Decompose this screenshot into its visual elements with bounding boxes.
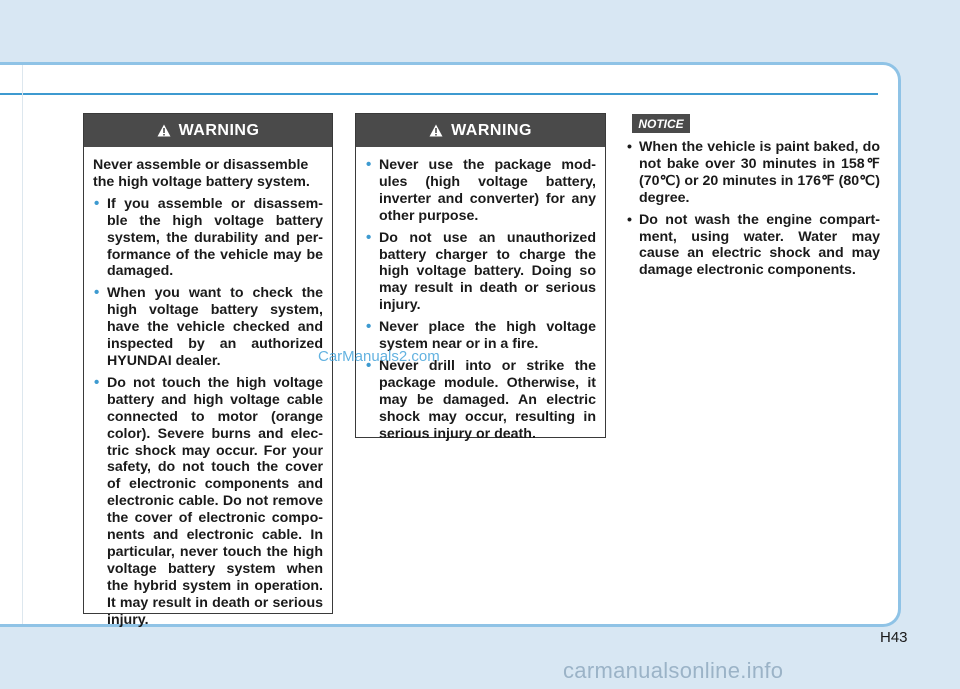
warning-list: [93, 196, 323, 629]
list-item: • Do not touch the high voltage battery and high voltage cable connected to motor (orange color). Severe burns and elec-tric shock may occur. For your safety, do not touch the cover of electronic components and electronic cable. Do not remove the cover of electronic compo-nents and electronic cable. In particular, never touch the high voltage battery system when the hybrid system in operation. It may result in death or serious injury.: [93, 375, 323, 629]
warning-header-label: WARNING: [178, 121, 260, 139]
list-item: • Never use the package mod-ules (high voltage battery, inverter and converter) for any other purpose.: [365, 157, 596, 225]
footer-watermark: carmanualsonline.info: [563, 658, 784, 683]
list-item: • If you assemble or disassem-ble the high voltage battery system, the durability and per-formance of the vehicle may be damaged.: [93, 196, 323, 281]
list-item: • When the vehicle is paint baked, do not bake over 30 minutes in 158℉ (70℃) or 20 minutes in 176℉ (80℃) degree.: [624, 139, 880, 207]
warning-header-label: WARNING: [451, 121, 532, 139]
page-number: H43: [880, 629, 908, 646]
warning-header: [84, 114, 332, 147]
warning-header: [356, 114, 605, 147]
warning-triangle-icon: [157, 124, 171, 137]
watermark: CarManuals2.com: [318, 348, 440, 365]
top-rule: [0, 93, 878, 95]
list-item: • Do not use an unauthorized battery charger to charge the high voltage battery. Doing so may result in death or serious injury.: [365, 230, 596, 315]
notice-list: [624, 139, 880, 279]
list-item: • Never place the high voltage system near or in a fire.: [365, 319, 596, 353]
list-item: • Never drill into or strike the package module. Otherwise, it may be damaged. An electric shock may occur, resulting in serious injury or death.: [365, 358, 596, 443]
warning-box-middle: [355, 113, 606, 442]
list-item: • Do not wash the engine compart-ment, using water. Water may cause an electric shock and may damage electronic components.: [624, 212, 880, 280]
warning-triangle-icon: [429, 124, 443, 137]
warning-body: [356, 147, 605, 443]
list-item: • When you want to check the high voltage battery system, have the vehicle checked and inspected by an authorized HYUNDAI dealer.: [93, 285, 323, 370]
warning-intro: Never assemble or disassemble the high voltage battery system.: [93, 157, 310, 190]
left-margin-rule: [22, 65, 23, 624]
notice-badge: NOTICE: [632, 114, 690, 133]
warning-list: [365, 157, 596, 443]
warning-body: [84, 147, 332, 628]
warning-box-left: [83, 113, 333, 628]
notice-body: [624, 139, 880, 284]
